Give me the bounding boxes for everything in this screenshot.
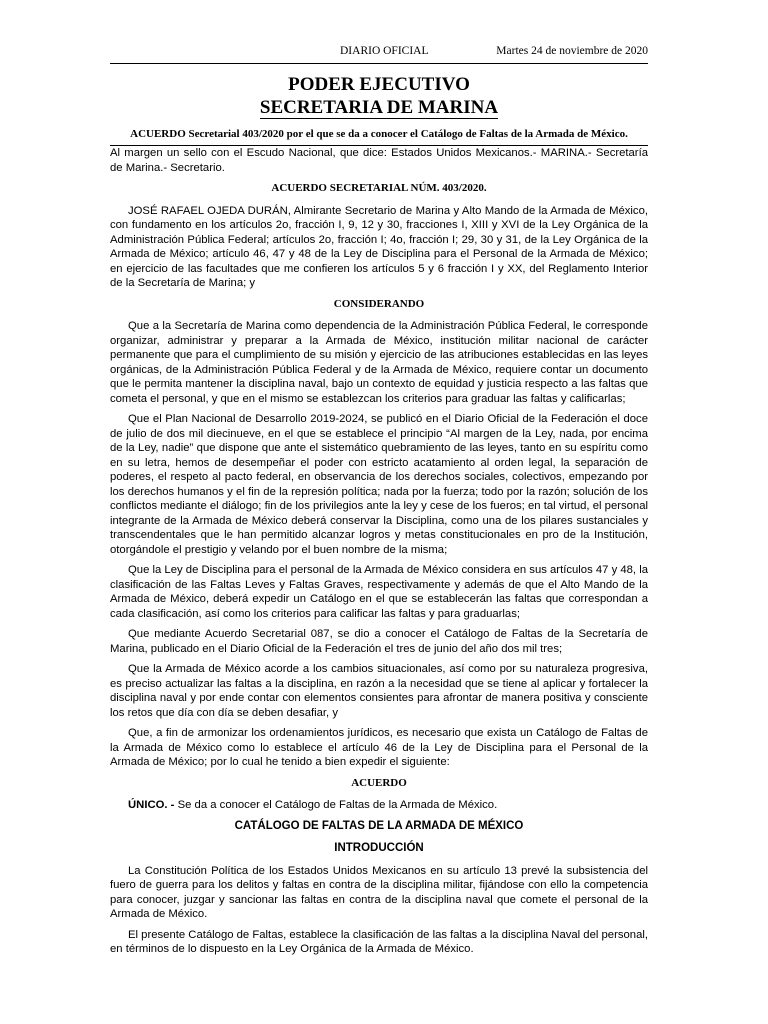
paragraph-considerando-3: Que la Ley de Disciplina para el personal de la Armada de México considera en sus artículos 47 y 48, la clasificación de las Faltas Leves y Faltas Graves, respectivamente y además de que el Alto Mando de la Armada de México, deberá expedir un Catálogo en el que se establecerán las faltas que correspondan a cada clasificación, así como los criterios para calificar las faltas y para graduarlas; <box>110 564 648 620</box>
paragraph-introduccion-1: La Constitución Política de los Estados Unidos Mexicanos en su artículo 13 prevé la subsistencia del fuero de guerra para los delitos y faltas en contra de la disciplina militar, fijándose con ello la competencia para conocer, juzgar y sancionar las faltas en contra de la disciplina naval que comete el personal de la Armada de México. <box>110 864 648 920</box>
paragraph-considerando-6: Que, a fin de armonizar los ordenamientos jurídicos, es necesario que exista un Catálogo de Faltas de la Armada de México como lo establece el artículo 46 de la Ley de Disciplina para el Personal de la Armada de México; por lo cual he tenido a bien expedir el siguiente: <box>110 727 648 768</box>
acuerdo-heading: ACUERDO <box>351 776 407 789</box>
acuerdo-number: ACUERDO SECRETARIAL NÚM. 403/2020. <box>271 182 487 194</box>
unico-text: Se da a conocer el Catálogo de Faltas de la Armada de México. <box>174 799 498 811</box>
acuerdo-title: ACUERDO Secretarial 403/2020 por el que se da a conocer el Catálogo de Faltas de la Armada de México. <box>130 128 628 140</box>
publication-date: Martes 24 de noviembre de 2020 <box>496 45 648 57</box>
paragraph-introduccion-2: El presente Catálogo de Faltas, establece la clasificación de las faltas a la disciplina Naval del personal, en términos de lo dispuesto en la Ley Orgánica de la Armada de México. <box>110 928 648 955</box>
section-title-secretaria <box>110 97 648 121</box>
section-title-secretaria-text: SECRETARIA DE MARINA <box>259 97 499 118</box>
catalogo-heading: CATÁLOGO DE FALTAS DE LA ARMADA DE MÉXICO <box>234 819 524 832</box>
paragraph-unico <box>110 798 648 813</box>
paragraph-considerando-2: Que el Plan Nacional de Desarrollo 2019-2024, se publicó en el Diario Oficial de la Federación el doce de julio de dos mil diecinueve, en el que se establece el principio “Al margen de la Ley, nada, por encima de la Ley, nadie” que dispone que ante el sistemático quebramiento de las leyes, tanto en su espíritu como en su letra, hemos de desempeñar el poder con estricto acatamiento al orden legal, la separación de poderes, el respeto al pacto federal, en observancia de los derechos sociales, colectivos, empezando por los derechos humanos y el fin de la represión política; nada por la fuerza; todo por la razón; solución de los conflictos mediante el diálogo; fin de los privilegios ante la ley y cese de los fueros; en tal virtud, el personal integrante de la Armada de México deberá conservar la Disciplina, como una de los pilares sustanciales y transcendentales que le han permitido alcanzar logros y metas constitucionales en pro de la Institución, otorgándole el prestigio y velando por el buen nombre de la misma; <box>110 413 648 556</box>
paragraph-intro: JOSÉ RAFAEL OJEDA DURÁN, Almirante Secretario de Marina y Alto Mando de la Armada de México, con fundamento en los artículos 2o, fracción I, 9, 12 y 30, fracciones I, XIII y XVI de la Ley Orgánica de la Administración Pública Federal; artículos 2o, fracción I; 4o, fracción I; 29, 30 y 31, de la Ley Orgánica de la Armada de México; artículo 46, 47 y 48 de la Ley de Disciplina para el Personal de la Armada de México; en ejercicio de las facultades que me confieren los artículos 5 y 6 fracción I y XX, del Reglamento Interior de la Secretaría de Marina; y <box>110 204 648 289</box>
unico-label: ÚNICO. - <box>128 799 175 811</box>
margin-note: Al margen un sello con el Escudo Nacional, que dice: Estados Unidos Mexicanos.- MARINA.- Secretaría de Marina.- Secretario. <box>110 147 648 174</box>
considerando-heading: CONSIDERANDO <box>333 297 425 310</box>
paragraph-considerando-4: Que mediante Acuerdo Secretarial 087, se dio a conocer el Catálogo de Faltas de la Secretaría de Marina, publicado en el Diario Oficial de la Federación el tres de junio del año dos mil tres; <box>110 628 648 655</box>
section-title-poder-ejecutivo: PODER EJECUTIVO <box>288 74 470 95</box>
introduccion-heading: INTRODUCCIÓN <box>334 842 424 854</box>
publication-name: DIARIO OFICIAL <box>340 45 429 57</box>
paragraph-considerando-1: Que a la Secretaría de Marina como dependencia de la Administración Pública Federal, le corresponde organizar, administrar y preparar a la Armada de México, institución militar nacional de carácter permanente que para el cumplimiento de su misión y ejercicio de las atribuciones establecidas en las leyes orgánicas, de la Administración Pública Federal y de la Armada de México, requiere contar un documento que le permita mantener la disciplina naval, bajo un contexto de equidad y justicia respecto a las faltas que cometa el personal, y que en el mismo se establezcan los criterios para graduar las faltas y calificarlas; <box>110 320 648 405</box>
header-rule <box>110 63 648 64</box>
document-body <box>110 146 648 963</box>
paragraph-considerando-5: Que la Armada de México acorde a los cambios situacionales, así como por su naturaleza progresiva, es preciso actualizar las faltas a la disciplina, en razón a la necesidad que se tiene al aplicar y fortalecer la disciplina naval y por ende contar con elementos consientes para afrontar de manera positiva y consciente los retos que día con día se deben desafiar, y <box>110 663 648 719</box>
